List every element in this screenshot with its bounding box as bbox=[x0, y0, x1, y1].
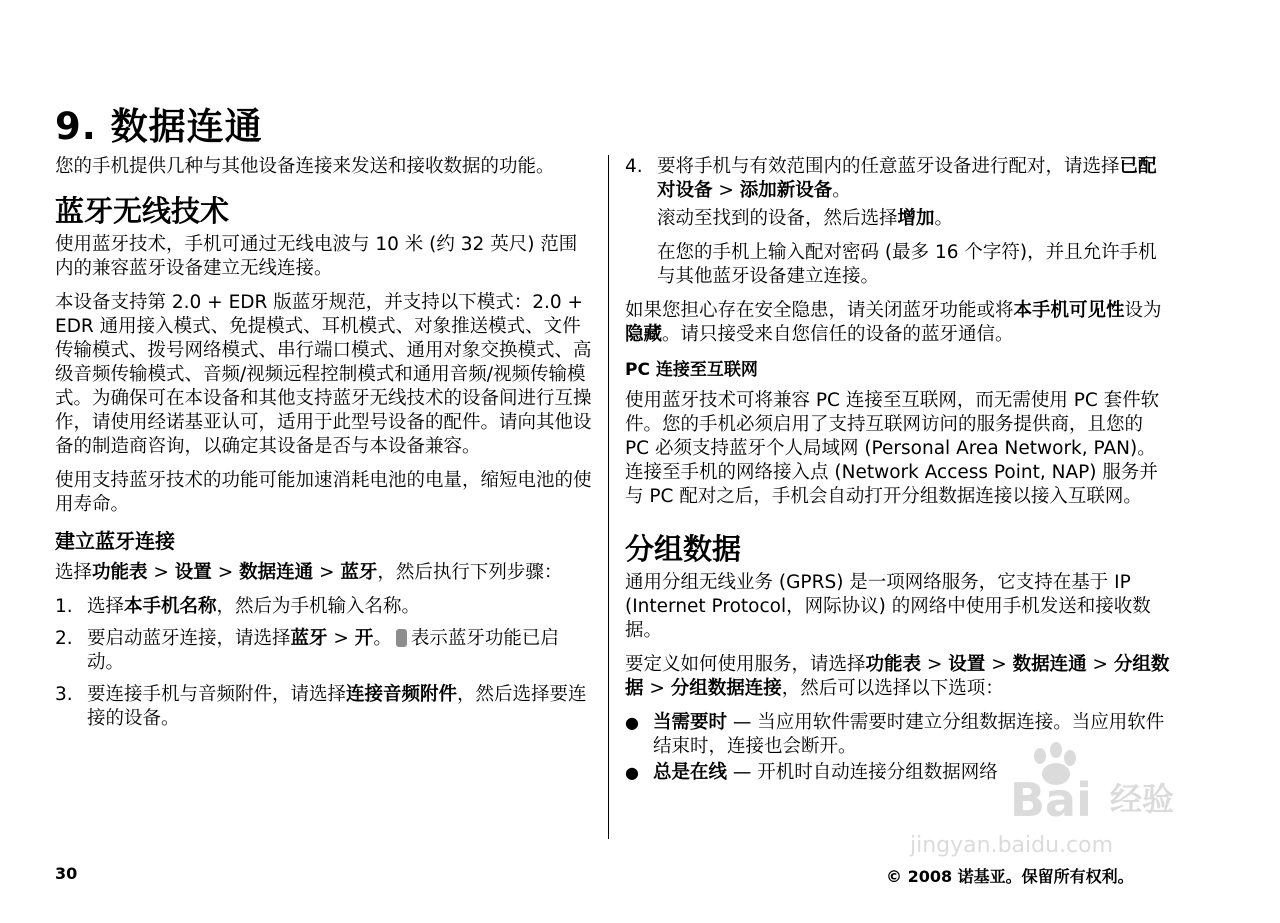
bluetooth-paragraph-1: 使用蓝牙技术，手机可通过无线电波与 10 米 (约 32 英尺) 范围内的兼容蓝牙设备建立无线连接。 bbox=[55, 234, 578, 279]
step-number: 1. bbox=[55, 596, 73, 617]
watermark-logo bbox=[910, 738, 1210, 858]
pc-internet-paragraph: 使用蓝牙技术可将兼容 PC 连接至互联网，而无需使用 PC 套件软件。您的手机必须启用了支持互联网访问的服务提供商，且您的 PC 必须支持蓝牙个人局域网 (Personal Area Network, PAN)。连接至手机的网络接入点 (Network Access Point, NAP) 服务并与 PC 配对之后，手机会自动打开分组数据连接以接入互联网。 bbox=[625, 390, 1160, 507]
option-when-needed: ● 当需要时 — 当应用软件需要时建立分组数据连接。当应用软件结束时，连接也会断开。 bbox=[625, 712, 1165, 757]
step-4-sub-1: 滚动至找到的设备，然后选择增加。 bbox=[657, 208, 954, 229]
page-title: 9. 数据连通 bbox=[55, 105, 263, 148]
step-4: 4. 要将手机与有效范围内的任意蓝牙设备进行配对，请选择已配对设备 > 添加新设备。 bbox=[625, 156, 1157, 201]
intro-paragraph: 您的手机提供几种与其他设备连接来发送和接收数据的功能。 bbox=[55, 156, 555, 177]
right-column bbox=[625, 155, 1170, 787]
bluetooth-paragraph-3: 使用支持蓝牙技术的功能可能加速消耗电池的电量，缩短电池的使用寿命。 bbox=[55, 470, 592, 515]
step-3: 3. 要连接手机与音频附件，请选择连接音频附件，然后选择要连接的设备。 bbox=[55, 684, 587, 729]
step-4-sub-2: 在您的手机上输入配对密码 (最多 16 个字符)，并且允许手机与其他蓝牙设备建立连接。 bbox=[657, 242, 1157, 287]
packet-data-paragraph-2: 要定义如何使用服务，请选择功能表 > 设置 > 数据连通 > 分组数据 > 分组数据连接，然后可以选择以下选项： bbox=[625, 654, 1170, 699]
security-paragraph: 如果您担心存在安全隐患，请关闭蓝牙功能或将本手机可见性设为隐藏。请只接受来自您信任的设备的蓝牙通信。 bbox=[625, 300, 1162, 345]
watermark-url: jingyan.baidu.com bbox=[910, 833, 1114, 858]
watermark-brand-cn: 经验 bbox=[1110, 780, 1175, 818]
step-number: 2. bbox=[55, 628, 73, 649]
step-1: 1. 选择本手机名称，然后为手机输入名称。 bbox=[55, 596, 421, 617]
bullet-icon: ● bbox=[625, 763, 639, 782]
watermark-brand: Bai bbox=[1010, 773, 1092, 827]
bluetooth-paragraph-2: 本设备支持第 2.0 + EDR 版蓝牙规范，并支持以下模式：2.0 + EDR 通用接入模式、免提模式、耳机模式、对象推送模式、文件传输模式、拨号网络模式、串行端口模式、通用对象交换模式、高级音频传输模式、音频/视频远程控制模式和通用音频/视频传输模式。为确保可在本设备和其他支持蓝牙无线技术的设备间进行互操作，请使用经诺基亚认可，适用于此型号设备的配件。请向其他设备的制造商咨询，以确定其设备是否与本设备兼容。 bbox=[55, 292, 592, 457]
step-number: 4. bbox=[625, 156, 643, 177]
bullet-icon: ● bbox=[625, 713, 639, 732]
column-divider bbox=[608, 155, 609, 839]
copyright: © 2008 诺基亚。保留所有权利。 bbox=[886, 867, 1134, 886]
step-2: 2. 要启动蓝牙连接，请选择蓝牙 > 开。 表示蓝牙功能已启动。 bbox=[55, 628, 559, 673]
bluetooth-heading: 蓝牙无线技术 bbox=[55, 194, 230, 228]
left-column bbox=[55, 155, 595, 739]
page-number: 30 bbox=[55, 864, 78, 883]
bluetooth-icon bbox=[396, 629, 407, 647]
packet-data-paragraph-1: 通用分组无线业务 (GPRS) 是一项网络服务，它支持在基于 IP (Internet Protocol，网际协议) 的网络中使用手机发送和接收数据。 bbox=[625, 572, 1151, 641]
packet-data-heading: 分组数据 bbox=[625, 532, 742, 566]
pc-internet-heading: PC 连接至互联网 bbox=[625, 360, 758, 380]
option-always-online: ● 总是在线 — 开机时自动连接分组数据网络 bbox=[625, 762, 998, 783]
setup-instructions: 选择功能表 > 设置 > 数据连通 > 蓝牙，然后执行下列步骤： bbox=[55, 562, 563, 583]
step-number: 3. bbox=[55, 684, 73, 705]
setup-heading: 建立蓝牙连接 bbox=[55, 529, 175, 553]
